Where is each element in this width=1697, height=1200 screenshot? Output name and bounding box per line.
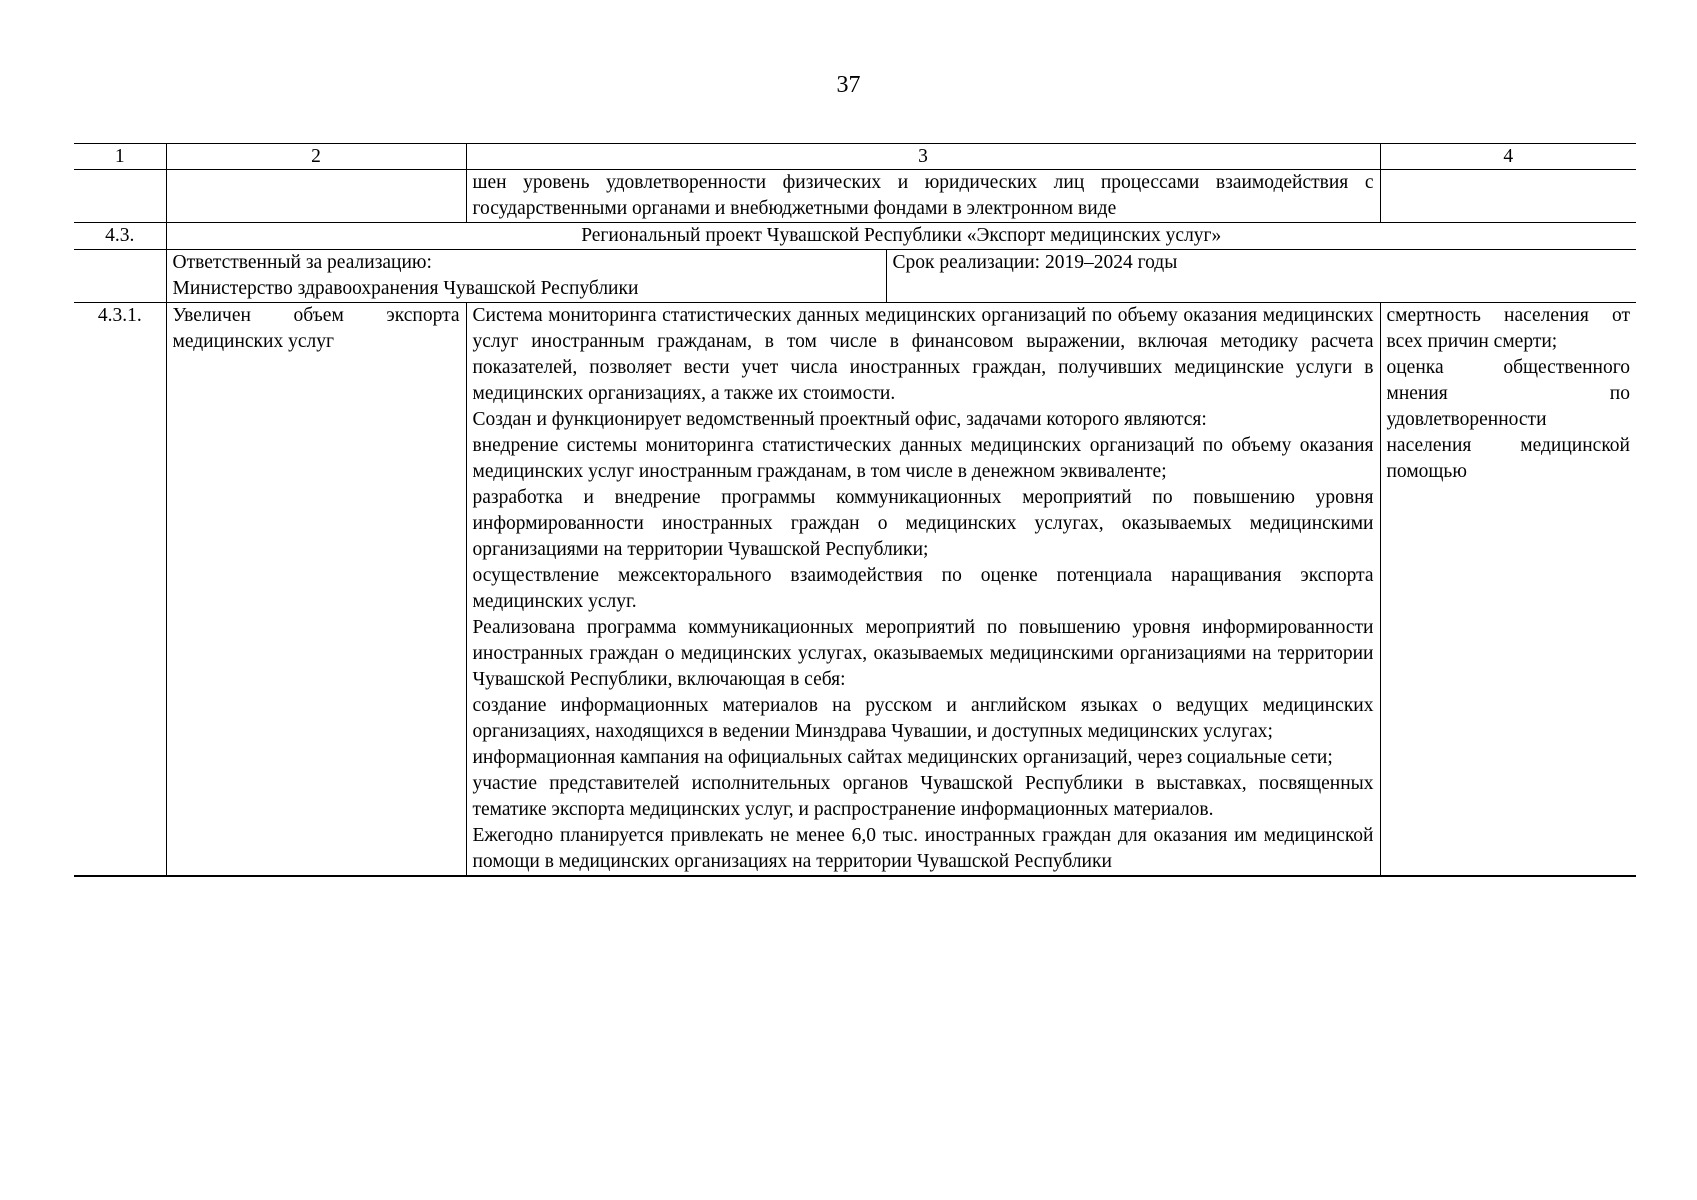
item-paragraph: внедрение системы мониторинга статистических данных медицинских организаций по объему оказания медицинских услуг иностранным гражданам, в том числе в денежном эквиваленте; bbox=[472, 435, 1374, 482]
item-name: Увеличен объем экспорта медицинских услуг bbox=[166, 303, 466, 877]
term-cell: Срок реализации: 2019–2024 годы bbox=[886, 250, 1636, 303]
item-paragraph: участие представителей исполнительных органов Чувашской Республики в выставках, посвященных тематике экспорта медицинских услуг, и распространение информационных материалов. bbox=[472, 773, 1374, 820]
continuation-empty-2 bbox=[166, 170, 466, 223]
responsible-row bbox=[74, 250, 1636, 303]
continuation-row bbox=[74, 170, 1636, 223]
header-col-2: 2 bbox=[166, 144, 466, 170]
item-paragraph: информационная кампания на официальных сайтах медицинских организаций, через социальные сети; bbox=[472, 747, 1333, 768]
item-indicators bbox=[1380, 303, 1636, 877]
item-description bbox=[466, 303, 1380, 877]
item-paragraph: разработка и внедрение программы коммуникационных мероприятий по повышению уровня информированности иностранных граждан о медицинских услугах, оказываемых медицинскими организациями на территории Чувашской Республики; bbox=[472, 487, 1374, 560]
header-col-1: 1 bbox=[74, 144, 166, 170]
item-row bbox=[74, 303, 1636, 877]
continuation-empty-4 bbox=[1380, 170, 1636, 223]
responsible-value: Министерство здравоохранения Чувашской Республики bbox=[172, 278, 639, 299]
item-paragraph: Реализована программа коммуникационных мероприятий по повышению уровня информированности иностранных граждан о медицинских услугах, оказываемых медицинскими организациями на территории Чувашской Республики, включающая в себя: bbox=[472, 617, 1374, 690]
indicator-item: смертность населения от всех причин смерти; bbox=[1386, 305, 1630, 352]
item-number: 4.3.1. bbox=[74, 303, 166, 877]
item-paragraph: Ежегодно планируется привлекать не менее 6,0 тыс. иностранных граждан для оказания им медицинской помощи в медицинских организациях на территории Чувашской Республики bbox=[472, 825, 1374, 872]
document-table bbox=[74, 143, 1636, 877]
header-col-4: 4 bbox=[1380, 144, 1636, 170]
section-title: Региональный проект Чувашской Республики «Экспорт медицинских услуг» bbox=[166, 223, 1636, 250]
section-number: 4.3. bbox=[74, 223, 166, 250]
page-number: 37 bbox=[836, 72, 861, 98]
item-paragraph: Система мониторинга статистических данных медицинских организаций по объему оказания медицинских услуг иностранным гражданам, в том числе в финансовом выражении, включая методику расчета показателей, позволяет вести учет числа иностранных граждан, получивших медицинские услуги в медицинских организациях, а также их стоимости. bbox=[472, 305, 1374, 404]
continuation-text: шен уровень удовлетворенности физических и юридических лиц процессами взаимодействия с государственными органами и внебюджетными фондами в электронном виде bbox=[466, 170, 1380, 223]
item-paragraph: создание информационных материалов на русском и английском языках о ведущих медицинских организациях, находящихся в ведении Минздрава Чувашии, и доступных медицинских услугах; bbox=[472, 695, 1374, 742]
table-header-row bbox=[74, 144, 1636, 170]
section-row bbox=[74, 223, 1636, 250]
header-col-3: 3 bbox=[466, 144, 1380, 170]
item-paragraph: осуществление межсекторального взаимодействия по оценке потенциала наращивания экспорта медицинских услуг. bbox=[472, 565, 1374, 612]
indicator-item: оценка общественного мнения по удовлетворенности населения медицинской помощью bbox=[1386, 357, 1630, 482]
responsible-label: Ответственный за реализацию: bbox=[172, 252, 432, 273]
responsible-empty bbox=[74, 250, 166, 303]
continuation-empty-1 bbox=[74, 170, 166, 223]
responsible-cell bbox=[166, 250, 886, 303]
item-paragraph: Создан и функционирует ведомственный проектный офис, задачами которого являются: bbox=[472, 409, 1207, 430]
